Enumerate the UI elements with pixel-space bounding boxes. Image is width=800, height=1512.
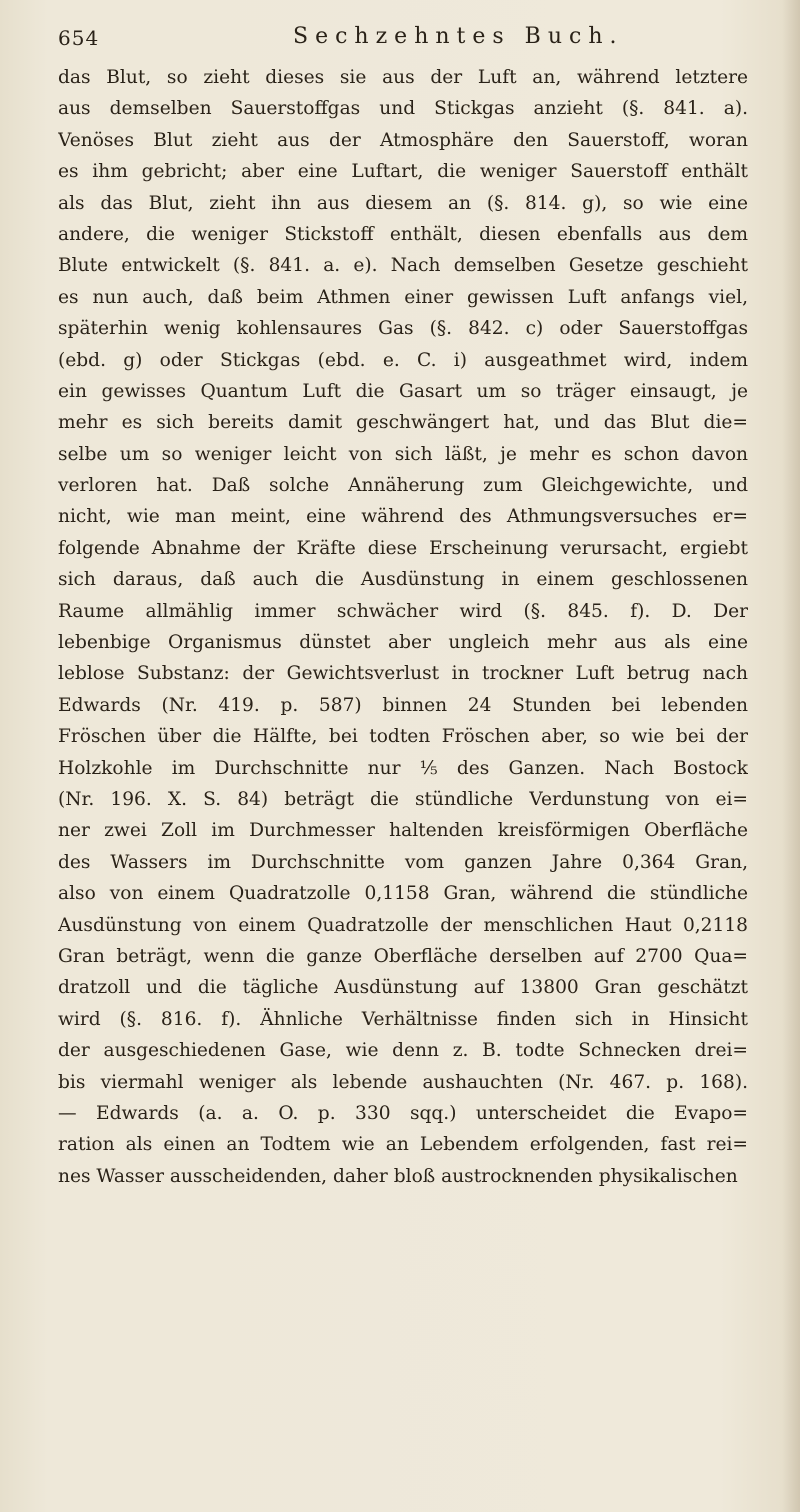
page-edge-shadow [782,0,800,1512]
text-line: sich daraus, daß auch die Ausdünstung in einem geschlossenen [58,569,748,591]
text-line: selbe um so weniger leicht von sich läßt, je mehr es schon davon [58,443,748,465]
text-line: — Edwards (a. a. O. p. 330 sqq.) unterscheidet die Evapo= [58,1102,748,1124]
text-line: wird (§. 816. f). Ähnliche Verhältnisse finden sich in Hinsicht [58,1008,748,1030]
text-line: (Nr. 196. X. S. 84) beträgt die stündliche Verdunstung von ei= [58,788,748,810]
text-line: lebenbige Organismus dünstet aber ungleich mehr aus als eine [58,632,748,654]
text-line: ner zwei Zoll im Durchmesser haltenden kreisförmigen Oberfläche [58,820,748,842]
page-number: 654 [58,26,100,50]
text-line: andere, die weniger Stickstoff enthält, diesen ebenfalls aus dem [58,223,748,245]
text-line: Venöses Blut zieht aus der Atmosphäre den Sauerstoff, woran [58,129,748,151]
text-line: es nun auch, daß beim Athmen einer gewissen Luft anfangs viel, [58,286,748,308]
text-line: nes Wasser ausscheidenden, daher bloß austrocknenden physikalischen [58,1165,738,1187]
text-line: bis viermahl weniger als lebende aushauchten (Nr. 467. p. 168). [58,1071,748,1093]
text-line: nicht, wie man meint, eine während des Athmungsversuches er= [58,506,748,528]
body-text [58,62,748,1192]
text-line: folgende Abnahme der Kräfte diese Erscheinung verursacht, ergiebt [58,537,748,559]
text-line: Ausdünstung von einem Quadratzolle der menschlichen Haut 0,2118 [58,914,748,936]
text-line: Fröschen über die Hälfte, bei todten Fröschen aber, so wie bei der [58,726,748,748]
text-line: Blute entwickelt (§. 841. a. e). Nach demselben Gesetze geschieht [58,255,748,277]
text-line: ein gewisses Quantum Luft die Gasart um so träger einsaugt, je [58,380,748,402]
text-line: dratzoll und die tägliche Ausdünstung auf 13800 Gran geschätzt [58,977,748,999]
text-line: mehr es sich bereits damit geschwängert hat, und das Blut die= [58,412,748,434]
text-line: als das Blut, zieht ihn aus diesem an (§. 814. g), so wie eine [58,192,748,214]
text-line: also von einem Quadratzolle 0,1158 Gran, während die stündliche [58,883,748,905]
text-line: das Blut, so zieht dieses sie aus der Luft an, während letztere [58,67,748,88]
text-line: (ebd. g) oder Stickgas (ebd. e. C. i) ausgeathmet wird, indem [58,349,748,371]
text-line: Raume allmählig immer schwächer wird (§. 845. f). D. Der [58,600,748,622]
text-line: verloren hat. Daß solche Annäherung zum Gleichgewichte, und [58,475,748,497]
text-line: es ihm gebricht; aber eine Luftart, die weniger Sauerstoff enthält [58,161,748,183]
text-line: Gran beträgt, wenn die ganze Oberfläche derselben auf 2700 Qua= [58,945,748,967]
text-line: ration als einen an Todtem wie an Lebendem erfolgenden, fast rei= [58,1134,748,1156]
page-header [58,22,748,56]
text-line: des Wassers im Durchschnitte vom ganzen Jahre 0,364 Gran, [58,851,748,873]
text-line: späterhin wenig kohlensaures Gas (§. 842. c) oder Sauerstoffgas [58,318,748,340]
text-line: Holzkohle im Durchschnitte nur ⅕ des Ganzen. Nach Bostock [58,757,748,779]
text-line: der ausgeschiedenen Gase, wie denn z. B. todte Schnecken drei= [58,1040,748,1062]
text-line: leblose Substanz: der Gewichtsverlust in trockner Luft betrug nach [58,663,748,685]
text-line: Edwards (Nr. 419. p. 587) binnen 24 Stunden bei lebenden [58,694,748,716]
running-head: Sechzehntes Buch. [293,24,624,49]
text-line: aus demselben Sauerstoffgas und Stickgas anzieht (§. 841. a). [58,98,748,120]
